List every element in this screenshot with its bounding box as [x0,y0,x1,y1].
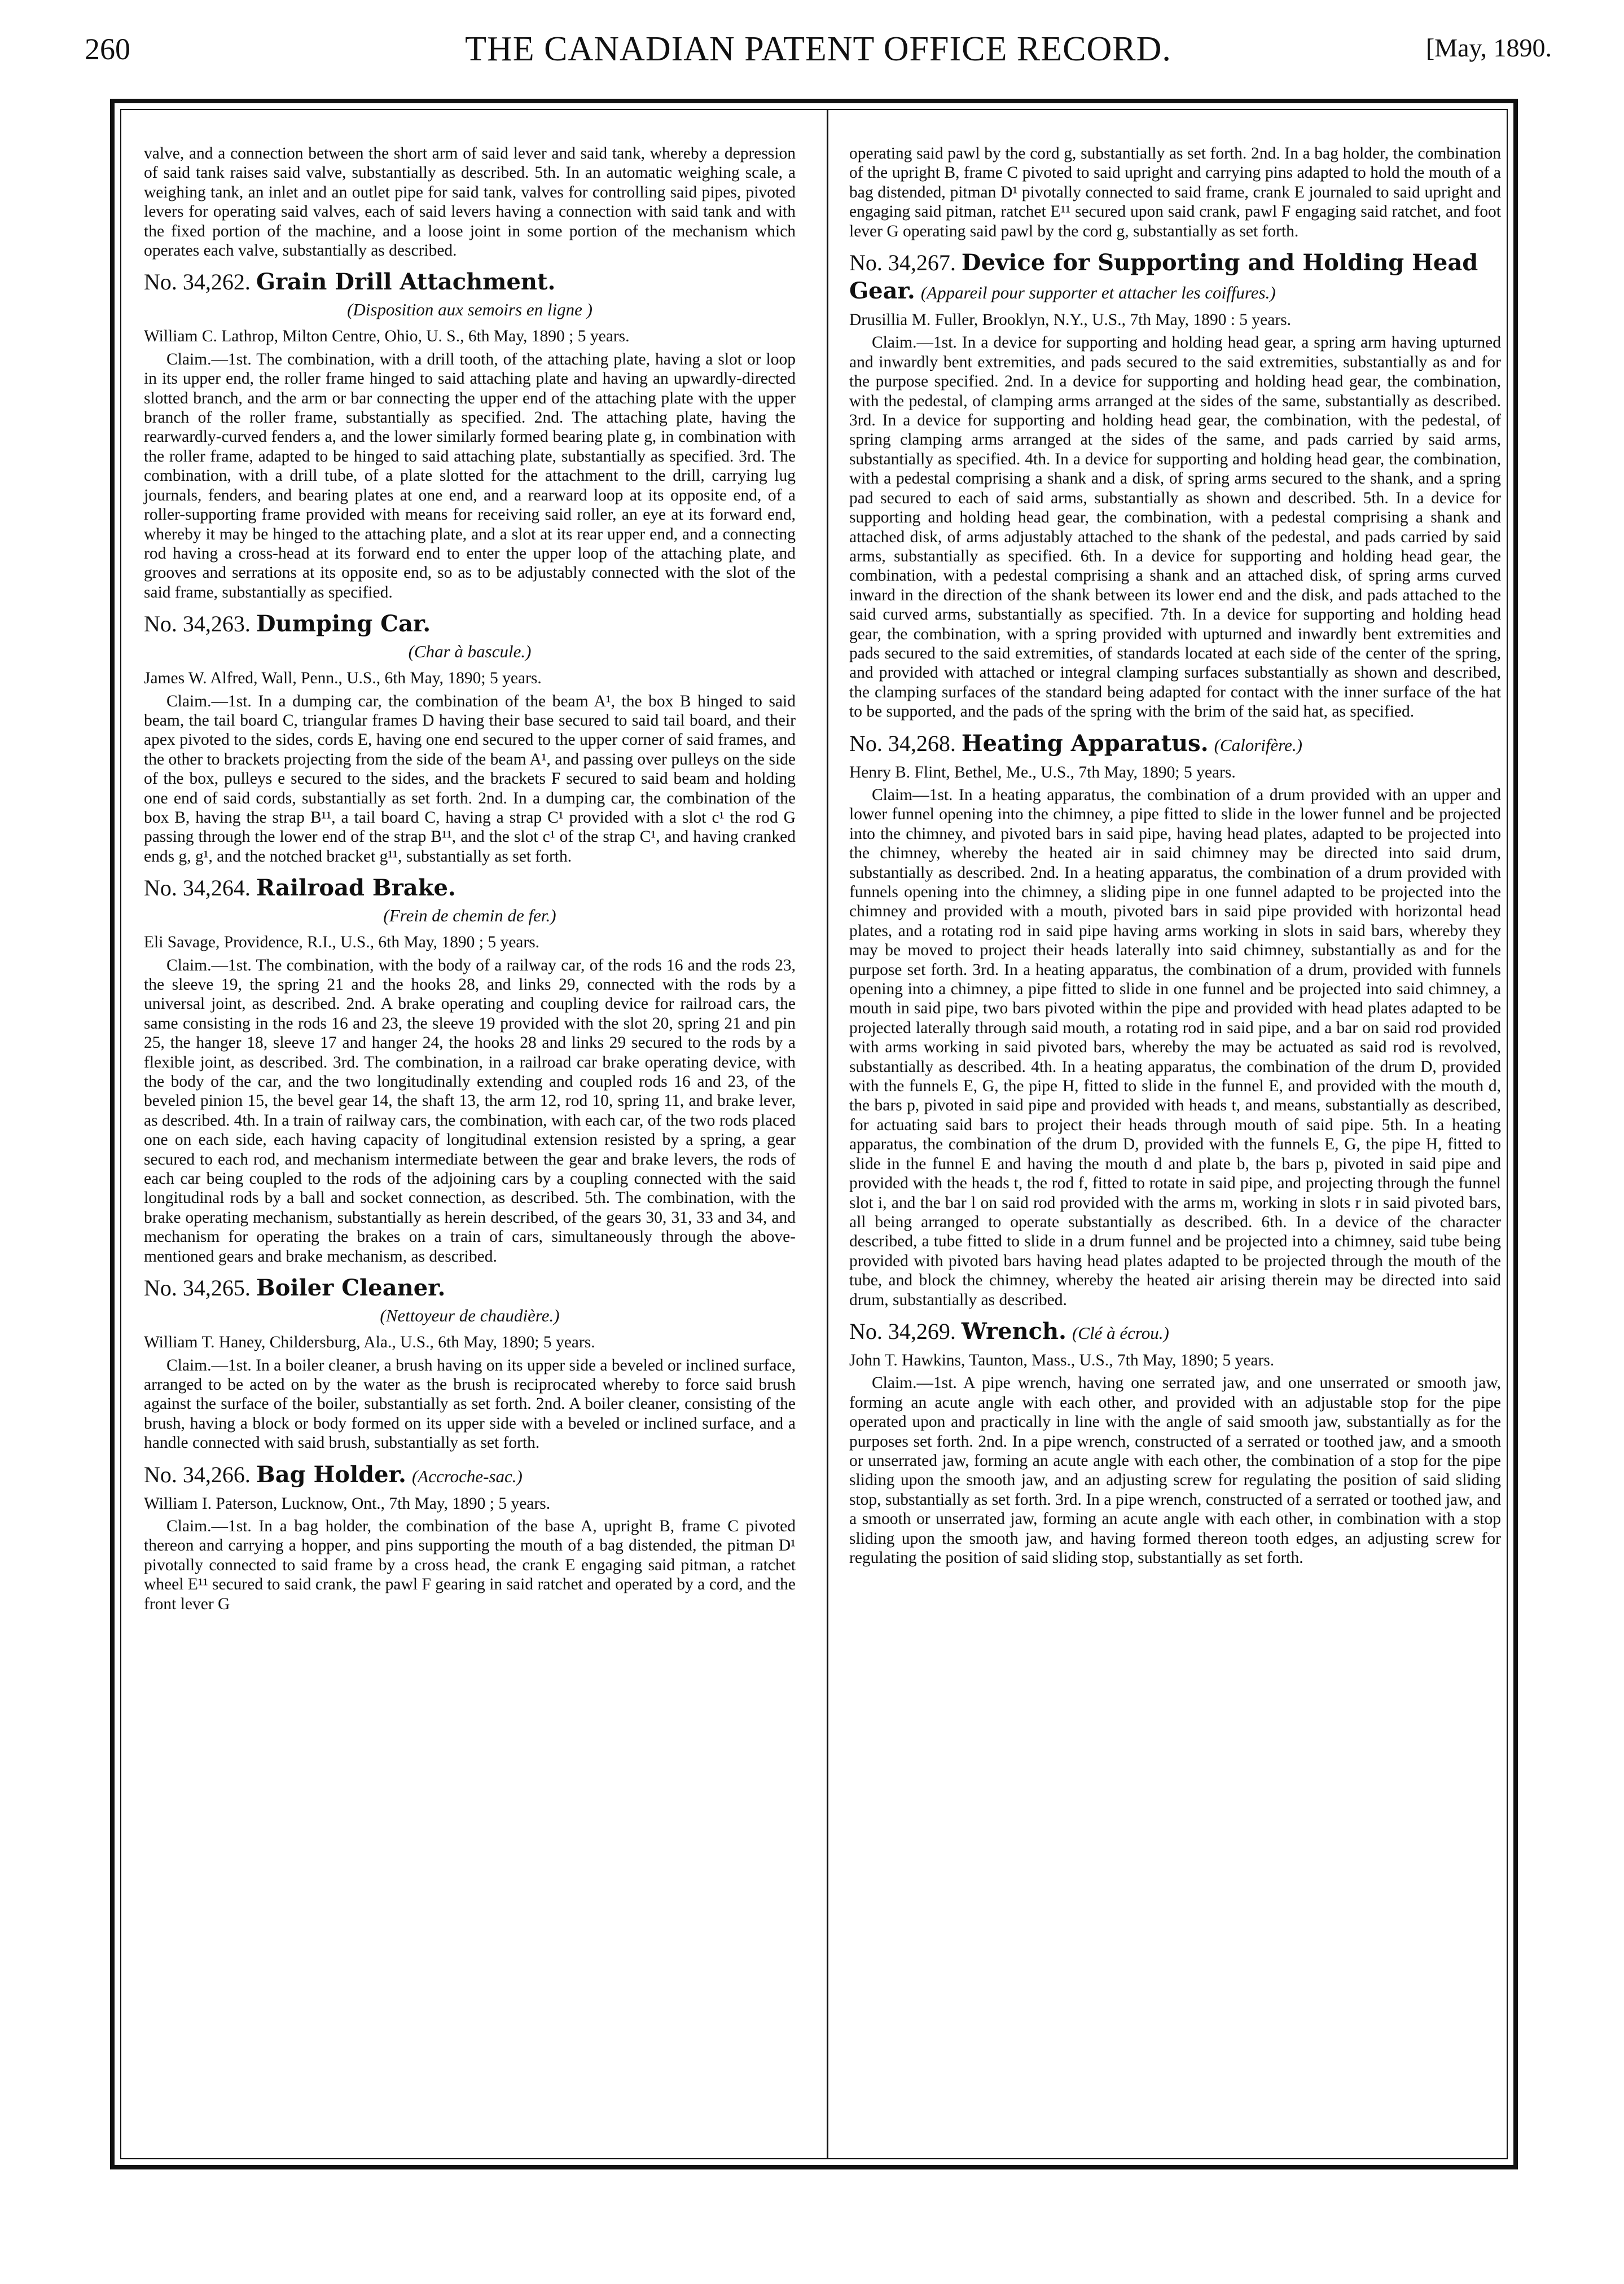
continuation-text: valve, and a connection between the short arm of said lever and said tank, whereby a depression of said tank raises said valve, substantially as described. 5th. In an automatic weighing scale, a weighing tank, an inlet and an outlet pipe for said tank, valves for controlling said pipes, pivoted levers for operating said valves, each of said levers having a connection with said tank and with the fixed portion of the machine, and a loose joint in some portion of the mechanism which operates each valve, substantially as described. [144,144,796,260]
claim-text: Claim.—1st. The combination, with the body of a railway car, of the rods 16 and the rods 23, the sleeve 19, the spring 21 and the hooks 28, and links 29, connected with the rods by a universal joint, as described. 2nd. A brake operating and coupling device for railroad cars, the same consisting in the rods 16 and 23, the sleeve 19 provided with the slot 20, spring 21 and pin 25, the hanger 18, sleeve 17 and hanger 24, the hooks 28 and links 29 secured to the rods by a flexible joint, as described. 3rd. The combination, in a railroad car brake operating device, with the body of the car, and the two longitudinally extending and coupled rods 16 and 23, of the beveled pinion 15, the bevel gear 14, the shaft 13, the arm 12, rod 10, spring 11, and brake lever, as described. 4th. In a train of railway cars, the combination, with each car, of the two rods placed one on each side, each having capacity of longitudinal extension resisted by a spring, a gear secured to each rod, and mechanism intermediate between the gear and brake levers, the rods of each car being coupled to the rods of the adjoining cars by a coupling connected with the said longitudinal rods by a ball and socket connection, as described. 5th. The combination, with the brake operating mechanism, substantially as herein described, of the gears 30, 31, 33 and 34, and mechanism for operating the brakes on a train of cars, simultaneously through the above-mentioned gears and brake mechanism, as described. [144,956,796,1266]
patent-number: No. 34,263. [144,611,251,637]
entry-heading [849,730,1501,759]
issue-date: [May, 1890. [1425,33,1552,62]
patent-entry [849,1317,1501,1567]
inventor-line: John T. Hawkins, Taunton, Mass., U.S., 7th May, 1890; 5 years. [849,1351,1275,1369]
page-number: 260 [85,32,130,66]
french-title: (Disposition aux semoirs en ligne ) [347,300,592,320]
running-head [85,29,1552,80]
journal-title: THE CANADIAN PATENT OFFICE RECORD. [465,30,1171,68]
french-title: (Accroche-sac.) [411,1466,523,1486]
patent-title: Device for Supporting and Holding Head Gear. [849,249,1478,305]
claim-text: Claim.—1st. In a boiler cleaner, a brush having on its upper side a beveled or inclined surface, arranged to be acted on by the water as the brush is reciprocated whereby to force said brush against the surface of the boiler, substantially as set forth. 2nd. A boiler cleaner, consisting of the brush, having a block or body formed on its upper side with a beveled or inclined surface, and a handle connected with said brush, substantially as set forth. [144,1356,796,1452]
patent-number: No. 34,269. [849,1318,956,1344]
inventor-line: Drusillia M. Fuller, Brooklyn, N.Y., U.S., 7th May, 1890 : 5 years. [849,311,1292,330]
patent-title: Boiler Cleaner. [256,1275,446,1302]
inventor-line: William C. Lathrop, Milton Centre, Ohio, U. S., 6th May, 1890 ; 5 years. [144,327,630,346]
patent-title: Grain Drill Attachment. [256,269,556,296]
french-title: (Nettoyeur de chaudière.) [380,1306,560,1326]
inventor-line: James W. Alfred, Wall, Penn., U.S., 6th May, 1890; 5 years. [144,669,542,688]
entry-heading [849,1317,1501,1347]
claim-text: Claim.—1st. In a bag holder, the combination of the base A, upright B, frame C pivoted thereon and carrying a hopper, and pins supporting the mouth of a bag distended, the pitman D¹ pivotally connected to said frame by a cross head, the crank E engaging said pitman, a ratchet wheel E¹¹ secured to said crank, the pawl F gearing in said ratchet and operated by a cord, and the front lever G [144,1517,796,1613]
patent-entry [144,610,796,866]
claim-text: Claim—1st. In a heating apparatus, the combination of a drum provided with an upper and lower funnel opening into the chimney, a pipe fitted to slide in the lower funnel and be projected into the chimney, and pivoted bars in said pipe, having head plates, adapted to be projected into the chimney, whereby the heated air in said chimney may be directed into said drum, substantially as described. 2nd. In a heating apparatus, the combination of a drum provided with funnels opening into the chimney, a sliding pipe in one funnel adapted to be projected into the chimney and provided with a mouth, pivoted bars in said pipe provided with horizontal head plates, and a rotating rod in said pipe having arms working in slots in said bars, whereby they may be moved to project their heads laterally into said chimney, substantially as and for the purpose set forth. 3rd. In a heating apparatus, the combination of a drum, provided with funnels opening into a chimney, a pipe fitted to slide in one funnel and be projected into said chimney, a mouth in said pipe, two bars pivoted within the pipe and provided with head plates adapted to be projected laterally through said mouth, a rotating rod in said pipe, and a bar on said rod provided with arms working in said pivoted bars, whereby the may be actuated as said rod is revolved, substantially as described. 4th. In a heating apparatus, the combination of the drum D, provided with the funnels E, G, the pipe H, fitted to slide in the funnel E, and provided with the mouth d, the bars p, pivoted in said pipe and provided with heads t, and means, substantially as described, for actuating said bars to project their heads through mouth of said pipe. 5th. In a heating apparatus, the combination of the drum D, provided with the funnels E, G, the pipe H, fitted to slide in the funnel E and having the mouth d and plate b, the bars p, pivoted in said pipe and provided with the heads t, the rod f, fitted to rotate in said pipe, and projecting through the funnel slot i, and the bar l on said rod provided with the arms m, working in slots r in said pivoted bars, all being arranged to operate substantially as described. 6th. In a device of the character described, a tube fitted to slide in a drum funnel and be projected into a chimney, said tube being provided with pivoted bars having head plates adapted to be projected through the mouth of the tube, and block the chimney, whereby the heated air arising therein may be directed into said drum, substantially as described. [849,785,1501,1309]
patent-title: Heating Apparatus. [961,730,1209,757]
page-frame [110,99,1518,2169]
french-title: (Appareil pour supporter et attacher les coiffures.) [920,283,1276,303]
inventor-line: William T. Haney, Childersburg, Ala., U.S., 6th May, 1890; 5 years. [144,1333,595,1352]
patent-number: No. 34,262. [144,269,251,295]
entry-heading [849,249,1501,307]
french-title: (Calorifère.) [1214,735,1303,755]
patent-number: No. 34,266. [144,1461,251,1487]
french-title: (Frein de chemin de fer.) [383,906,556,926]
patent-entry [144,874,796,1266]
continuation-text: operating said pawl by the cord g, substantially as set forth. 2nd. In a bag holder, the combination of the upright B, frame C pivoted to said upright and carrying pins adapted to hold the mouth of a bag distended, pitman D¹ pivotally connected to said frame, crank E journaled to said upright and engaging said pitman, ratchet E¹¹ secured upon said crank, pawl F engaging said ratchet, and foot lever G operating said pawl by the cord g, substantially as set forth. [849,144,1501,240]
patent-entry [849,249,1501,722]
page-frame-inner [120,109,1508,2159]
patent-number: No. 34,265. [144,1275,251,1301]
inventor-line: William I. Paterson, Lucknow, Ont., 7th May, 1890 ; 5 years. [144,1494,551,1513]
patent-title: Bag Holder. [256,1461,406,1488]
entry-heading [144,1461,796,1491]
claim-text: Claim.—1st. In a dumping car, the combination of the beam A¹, the box B hinged to said beam, the tail board C, triangular frames D having their base secured to said tail board, and their apex pivoted to the sides, cords E, having one end secured to the upper corner of said frames, and the other to brackets projecting from the side of the beam A¹, and passing over pulleys on the side of the box, pulleys e secured to the sides, and the brackets F secured to said beam and holding one end of said cords, substantially as set forth. 2nd. In a dumping car, the combination of the box B, having the strap B¹¹, a tail board C, having a strap C¹ provided with a slot c¹ the rod G passing through the lower end of the strap B¹¹, and the slot c¹ of the strap C¹, and having cranked ends g, g¹, and the notched bracket g¹¹, substantially as set forth. [144,692,796,866]
patent-title: Wrench. [961,1317,1066,1345]
column-rule [827,110,828,2158]
french-title: (Char à bascule.) [408,642,532,662]
patent-number: No. 34,264. [144,875,251,901]
patent-entry [144,268,796,602]
patent-entry [144,1461,796,1614]
french-title: (Clé à écrou.) [1072,1323,1169,1343]
left-column [144,144,796,1614]
claim-text: Claim.—1st. A pipe wrench, having one serrated jaw, and one unserrated or smooth jaw, forming an acute angle with each other, and provided with an adjustable stop for the pipe operated upon and practically in line with the angle of said smooth jaw, substantially as for the purposes set forth. 2nd. In a pipe wrench, constructed of a serrated or toothed jaw, and a smooth or unserrated jaw, forming an acute angle with each other, the combination of a stop for the pipe sliding upon the smooth jaw, and an adjusting screw for regulating the position of said sliding stop, substantially as set forth. 3rd. In a pipe wrench, constructed of a serrated or toothed jaw, and a smooth or unserrated jaw, forming an acute angle with each other, in combination with a stop sliding upon the smooth jaw, and having formed thereon tooth edges, an adjusting screw for regulating the position of said sliding stop, substantially as set forth. [849,1374,1501,1567]
inventor-line: Eli Savage, Providence, R.I., U.S., 6th May, 1890 ; 5 years. [144,933,540,952]
patent-number: No. 34,268. [849,730,956,756]
claim-text: Claim.—1st. The combination, with a drill tooth, of the attaching plate, having a slot or loop in its upper end, the roller frame hinged to said attaching plate and having an upwardly-directed slotted branch, and the arm or bar connecting the upper end of the attaching plate with the upper branch of the roller frame, substantially as specified. 2nd. The attaching plate, having the rearwardly-curved fenders a, and the lower similarly formed bearing plate g, in combination with the roller frame, adapted to be hinged to said attaching plate, substantially as specified. 3rd. The combination, with a drill tube, of a plate slotted for the attachment to the drill, carrying lug journals, fenders, and bearing plates at one end, and a rearward loop at its opposite end, of a roller-supporting frame provided with means for receiving said roller, an eye at its forward end, whereby it may be hinged to the attaching plate, and a slot at its rear upper end, and a connecting rod having a cross-head at its forward end to enter the upper loop of the attaching plate, and grooves and serrations at its opposite end, so as to be adjustably connected with the slot of the said frame, substantially as specified. [144,350,796,601]
entry-heading [144,874,796,902]
patent-title: Railroad Brake. [256,875,456,902]
patent-entry [144,1274,796,1452]
patent-entry [849,730,1501,1310]
entry-heading [144,1274,796,1302]
right-column [849,144,1501,1567]
inventor-line: Henry B. Flint, Bethel, Me., U.S., 7th May, 1890; 5 years. [849,763,1236,781]
entry-heading [144,268,796,296]
patent-title: Dumping Car. [256,610,431,638]
claim-text: Claim.—1st. In a device for supporting and holding head gear, a spring arm having upturned and inwardly bent extremities, and pads secured to the said extremities, substantially as and for the purpose specified. 2nd. In a device for supporting and holding head gear, the combination, with the pedestal, of clamping arms arranged at the sides of the same, substantially as described. 3rd. In a device for supporting and holding head gear, the combination, with the pedestal, of spring clamping arms arranged at the sides of the same, and pads carried by said arms, substantially as specified. 4th. In a device for supporting and holding head gear, the combination, with a pedestal comprising a shank and a disk, of spring arms secured to the shank, and a spring pad secured to each of said arms, substantially as shown and described. 5th. In a device for supporting and holding head gear, the combination, with a pedestal comprising a shank and attached disk, of arms adjustably attached to the shank of the pedestal, and pads carried by said arms, substantially as specified. 6th. In a device for supporting and holding head gear, the combination, with a pedestal comprising a shank and an attached disk, of spring arms curved inward in the direction of the shank between its lower end and the disk, and pads attached to the said curved arms, substantially as specified. 7th. In a device for supporting and holding head gear, the combination, with a spring provided with upturned and inwardly bent extremities and pads secured to the said extremities, of standards located at each side of the center of the spring, and provided with attached or integral clamping surfaces substantially as shown and described, the clamping surfaces of the standard being adapted for contact with the inner surface of the hat to be supported, and the pads of the spring with the brim of the said hat, as specified. [849,333,1501,721]
patent-number: No. 34,267. [849,250,956,276]
entry-heading [144,610,796,638]
